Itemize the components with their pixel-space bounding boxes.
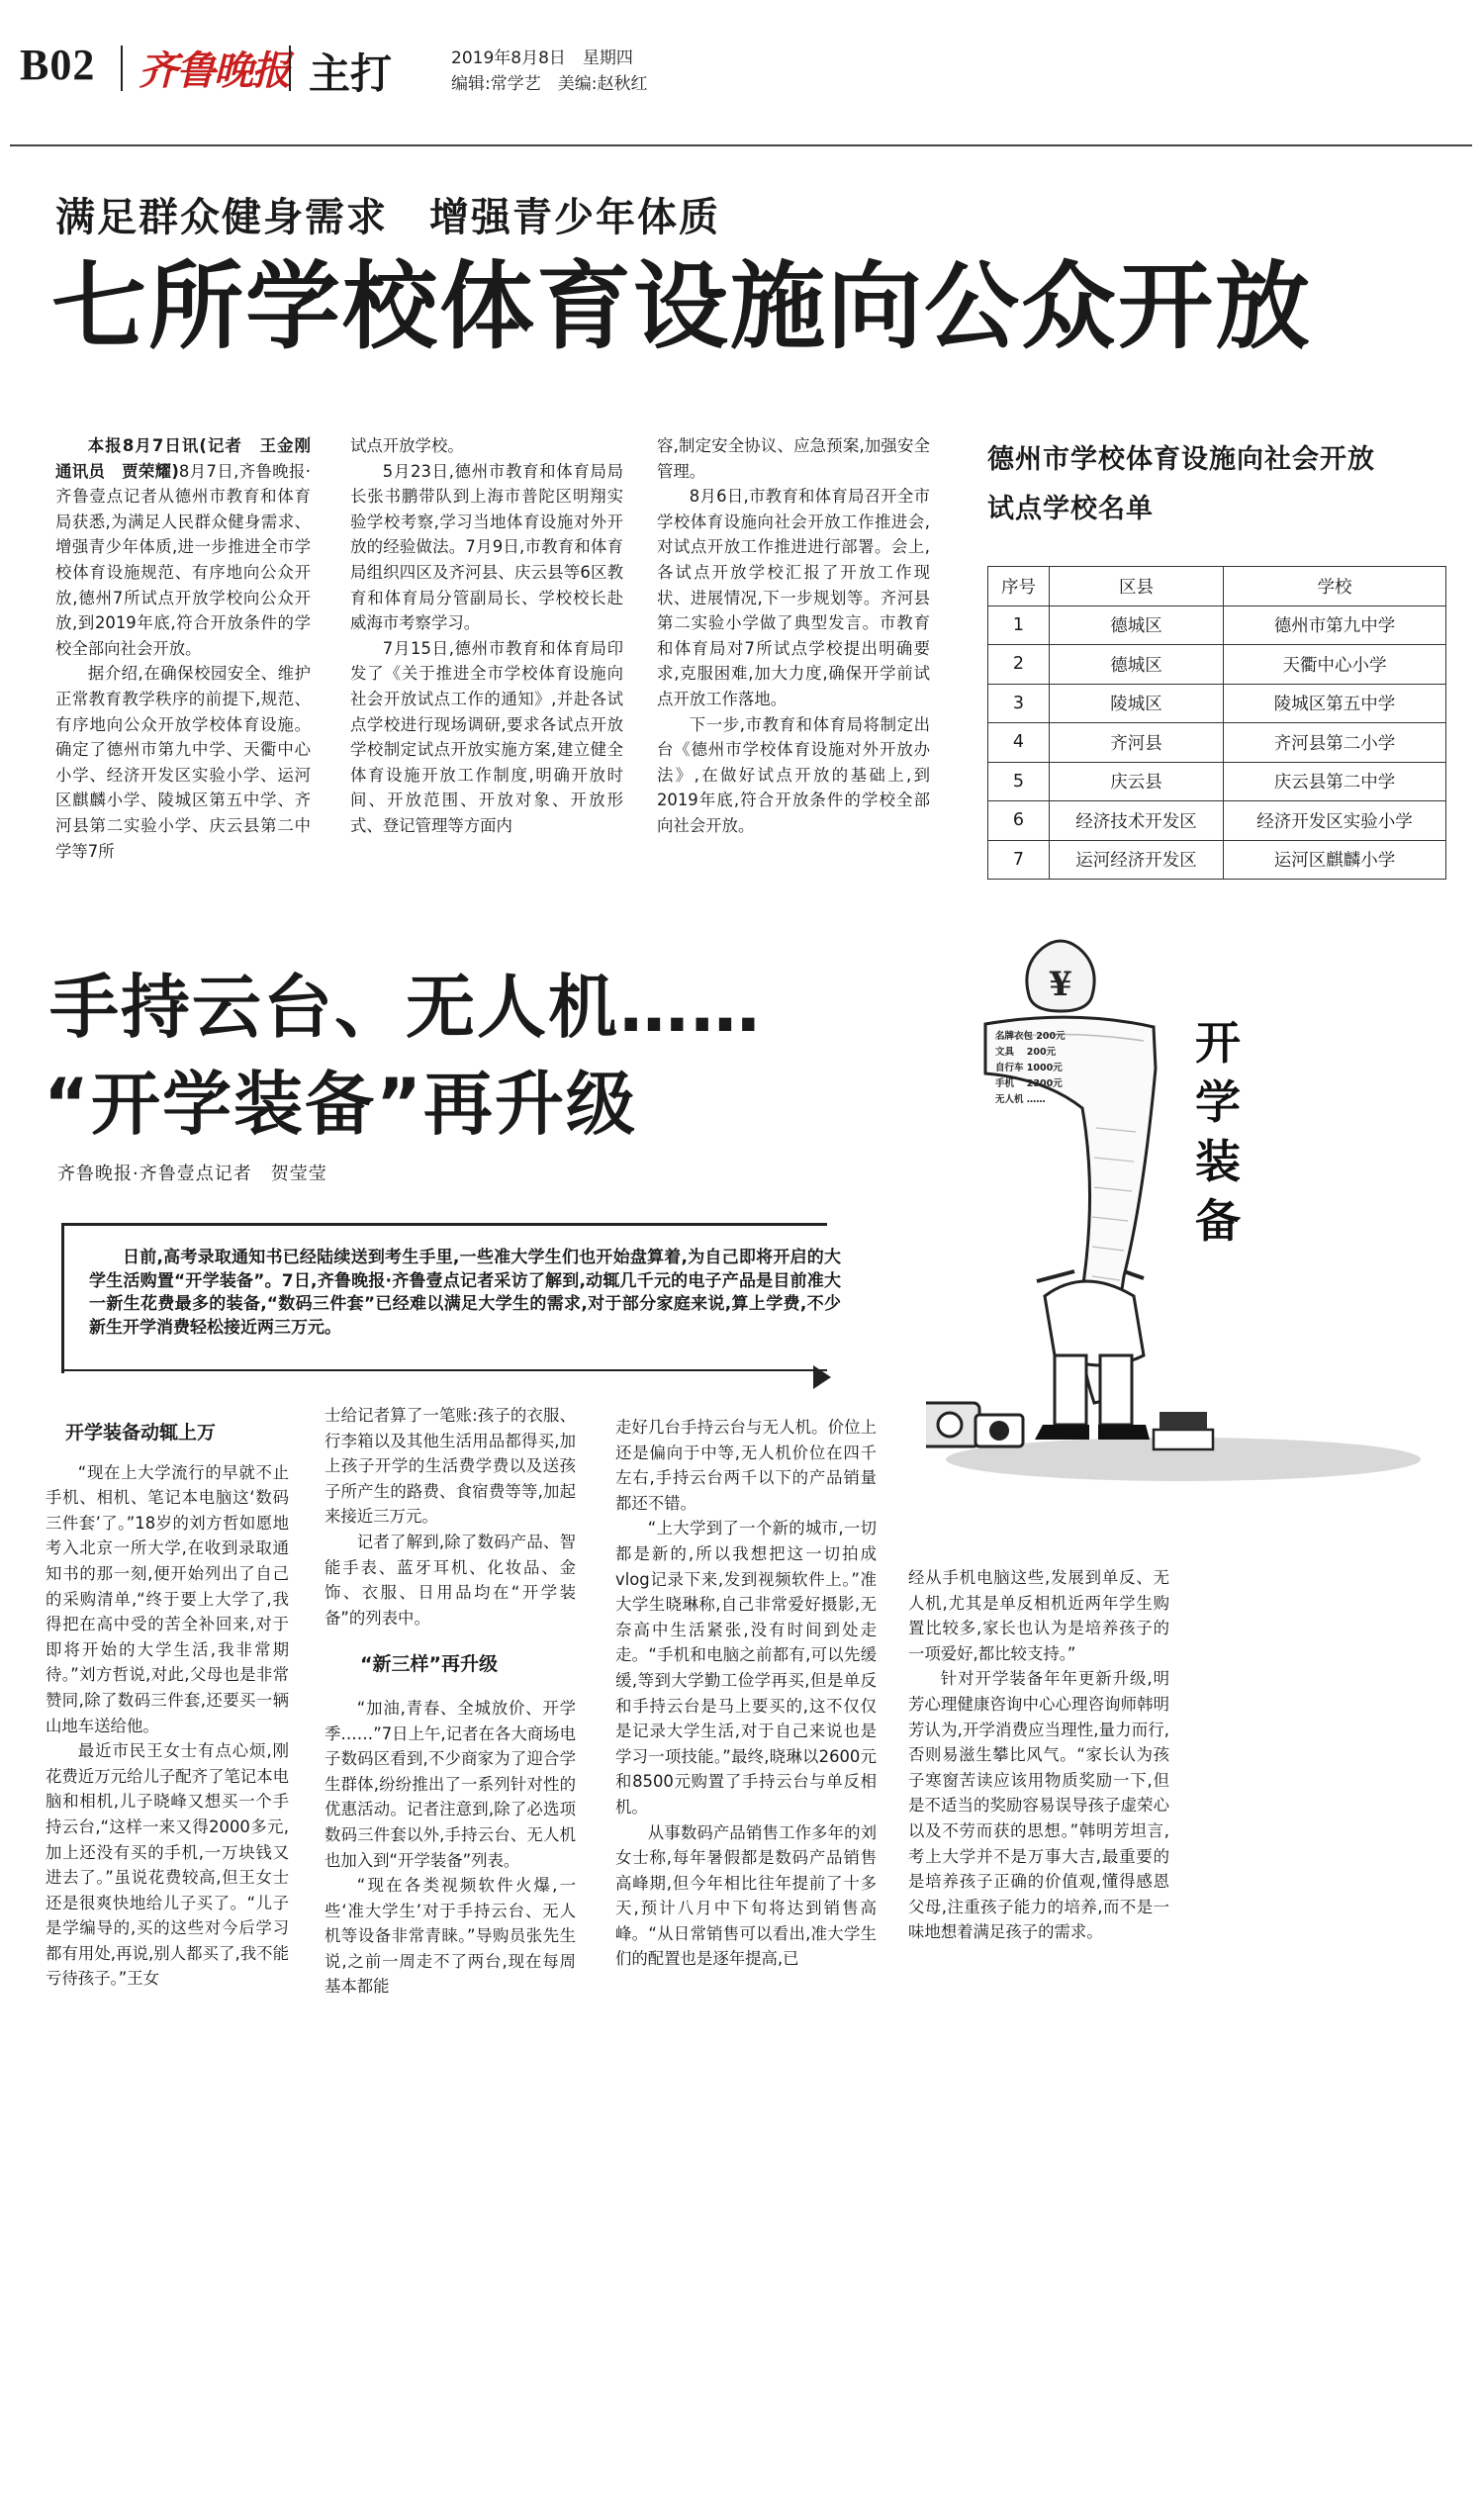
table-cell: 德城区 [1050, 605, 1224, 645]
intro-box-rule [61, 1369, 827, 1371]
story2-paragraph: “上大学到了一个新的城市,一切都是新的,所以我想把这一切拍成vlog记录下来,发到视频软件上。”准大学生晓琳称,自己非常爱好摄影,无奈高中生活紧张,没有时间到处走走。“手机和电脑之前都有,可以先缓缓,等到大学勤工俭学再买,但是单反和手持云台是马上要买的,这不仅仅是记录大学生活,对于自己来说也是学习一项技能。”最终,晓琳以2600元和8500元购置了手持云台与单反相机。 [615, 1519, 877, 1816]
receipt-line: 手机 2300元 [995, 1078, 1063, 1089]
svg-text:学: 学 [1195, 1075, 1241, 1129]
table-cell: 陵城区第五中学 [1224, 684, 1446, 723]
table-header-cell: 学校 [1224, 567, 1446, 606]
table-cell: 德州市第九中学 [1224, 605, 1446, 645]
story2-column-4 [908, 1565, 1169, 1945]
table-row [988, 801, 1446, 841]
story2-paragraph: 针对开学装备年年更新升级,明芳心理健康咨询中心心理咨询师韩明芳认为,开学消费应当理性,量力而行,否则易滋生攀比风气。“家长认为孩子寒窗苦读应该用物质奖励一下,但是不适当的奖励容易误导孩子虚荣心以及不劳而获的思想。”韩明芳坦言,考上大学并不是万事大吉,最重要的是培养孩子正确的价值观,懂得感恩父母,注重孩子能力的培养,而不是一味地想着满足孩子的需求。 [908, 1669, 1169, 1942]
story2-headline-line-2: “开学装备”再升级 [44, 1064, 638, 1145]
story2-byline: 齐鲁晚报·齐鲁壹点记者 贺莹莹 [57, 1164, 327, 1184]
story2-paragraph: 士给记者算了一笔账:孩子的衣服、行李箱以及其他生活用品都得买,加上孩子开学的生活费学费以及送孩子所产生的路费、食宿费等等,加起来接近三万元。 [325, 1406, 576, 1527]
table-row [988, 605, 1446, 645]
story1-paragraph: 7月15日,德州市教育和体育局印发了《关于推进全市学校体育设施向社会开放试点工作的通知》,并赴各试点学校进行现场调研,要求各试点开放学校制定试点开放实施方案,建立健全体育设施开放工作制度,明确开放时间、开放范围、开放对象、开放形式、登记管理等方面内 [350, 638, 623, 835]
story2-subhead: 开学装备动辄上万 [65, 1422, 217, 1444]
masthead-divider [289, 46, 291, 91]
table-cell: 经济开发区实验小学 [1224, 801, 1446, 841]
triangle-arrow-icon [813, 1365, 831, 1389]
story1-headline: 七所学校体育设施向公众开放 [51, 251, 1312, 362]
table-cell: 2 [988, 645, 1050, 685]
story2-paragraph: “现在各类视频软件火爆,一些‘准大学生’对于手持云台、无人机等设备非常青睐。”导购员张先生说,之前一周走不了两台,现在每周基本都能 [325, 1876, 576, 1997]
paper-logo: 齐鲁晚报 [139, 47, 289, 94]
story2-paragraph: “现在上大学流行的早就不止手机、相机、笔记本电脑这‘数码三件套’了。”18岁的刘方哲如愿地考入北京一所大学,在收到录取通知书的那一刻,便开始列出了自己的采购清单,“终于要上大学了,我得把在高中受的苦全补回来,对于即将开始的大学生活,我非常期待。”刘方哲说,对此,父母也是非常赞同,除了数码三件套,还要买一辆山地车送给他。 [46, 1462, 289, 1735]
table-cell: 天衢中心小学 [1224, 645, 1446, 685]
table-cell: 1 [988, 605, 1050, 645]
story1-paragraph: 5月23日,德州市教育和体育局局长张书鹏带队到上海市普陀区明翔实验学校考察,学习当地体育设施对外开放的经验做法。7月9日,市教育和体育局组织四区及齐河县、庆云县等6区教育和体育局分管副局长、学校校长赴威海市考察学习。 [350, 461, 623, 633]
story1-column-2 [350, 433, 623, 839]
story1-lead: 本报8月7日讯(记者 王金刚 通讯员 贾荣耀) [55, 436, 327, 481]
story2-headline-line-1: 手持云台、无人机…… [49, 967, 762, 1048]
laptop-icon [1154, 1430, 1213, 1449]
table-cell: 4 [988, 723, 1050, 763]
story1-paragraph: 8月6日,市教育和体育局召开全市学校体育设施向社会开放工作推进会,对试点开放工作推进进行部署。会上,各试点开放学校汇报了开放工作现状、进展情况,下一步规划等。齐河县第二实验小学做了典型发言。市教育和体育局对7所试点学校提出明确要求,克服困难,加大力度,确保开学前试点开放工作落地。 [657, 487, 930, 708]
table-cell: 庆云县第二中学 [1224, 762, 1446, 801]
cartoon-title [1195, 1016, 1241, 1248]
table-header-cell: 序号 [988, 567, 1050, 606]
table-cell: 6 [988, 801, 1050, 841]
table-header-cell: 区县 [1050, 567, 1224, 606]
story2-column-2 [325, 1403, 576, 2000]
story1-paragraph: 8月7日,齐鲁晚报·齐鲁壹点记者从德州市教育和体育局获悉,为满足人民群众健身需求、增强青少年体质,进一步推进全市学校体育设施规范、有序地向公众开放,德州7所试点开放学校向公众开放,到2019年底,符合开放条件的学校全部向社会开放。 [55, 461, 311, 658]
story1-column-3 [657, 433, 930, 839]
table-row [988, 723, 1446, 763]
story2-paragraph: 走好几台手持云台与无人机。价位上还是偏向于中等,无人机价位在四千左右,手持云台两千以下的产品销量都还不错。 [615, 1418, 877, 1513]
masthead-divider [121, 46, 123, 91]
story2-subhead: “新三样”再升级 [360, 1653, 498, 1676]
masthead-rule [10, 144, 1472, 146]
table-header-row [988, 567, 1446, 606]
school-list-title-line: 试点学校名单 [987, 494, 1154, 524]
editor-credits: 编辑:常学艺 美编:赵秋红 [451, 74, 648, 94]
story1-paragraph: 容,制定安全协议、应急预案,加强安全管理。 [657, 436, 930, 481]
receipt-line: 名牌衣包 200元 [995, 1031, 1066, 1042]
story2-column-3 [615, 1415, 877, 1972]
svg-text:装: 装 [1195, 1135, 1241, 1188]
table-row [988, 645, 1446, 685]
story2-paragraph: 经从手机电脑这些,发展到单反、无人机,尤其是单反相机近两年学生购置比较多,家长也认为是培养孩子的一项爱好,都比较支持。” [908, 1568, 1169, 1663]
story1-paragraph: 下一步,市教育和体育局将制定出台《德州市学校体育设施对外开放办法》,在做好试点开放的基础上,到2019年底,符合开放条件的学校全部向社会开放。 [657, 714, 930, 835]
yuan-symbol: ¥ [1049, 965, 1072, 1004]
table-cell: 运河经济开发区 [1050, 840, 1224, 880]
table-cell: 7 [988, 840, 1050, 880]
story2-paragraph: 最近市民王女士有点心烦,刚花费近万元给儿子配齐了笔记本电脑和相机,儿子晓峰又想买一个手持云台,“这样一来又得2000多元,加上还没有买的手机,一万块钱又进去了。”虽说花费较高,但王女士还是很爽快地给儿子买了。“儿子是学编导的,买的这些对今后学习都有用处,再说,别人都买了,我不能亏待孩子。”王女 [46, 1741, 289, 1989]
story1-paragraph: 试点开放学校。 [350, 436, 464, 455]
story2-paragraph: 记者了解到,除了数码产品、智能手表、蓝牙耳机、化妆品、金饰、衣服、日用品均在“开学装备”的列表中。 [325, 1532, 576, 1628]
story1-kicker: 满足群众健身需求 增强青少年体质 [55, 195, 720, 240]
table-row [988, 762, 1446, 801]
svg-text:备: 备 [1195, 1194, 1241, 1248]
table-cell: 经济技术开发区 [1050, 801, 1224, 841]
issue-date: 2019年8月8日 星期四 [451, 48, 633, 68]
story2-intro: 日前,高考录取通知书已经陆续送到考生手里,一些准大学生们也开始盘算着,为自己即将开启的大学生活购置“开学装备”。7日,齐鲁晚报·齐鲁壹点记者采访了解到,动辄几千元的电子产品是目前准大一新生花费最多的装备,“数码三件套”已经难以满足大学生的需求,对于部分家庭来说,算上学费,不少新生开学消费轻松接近两三万元。 [89, 1248, 841, 1338]
story2-paragraph: 从事数码产品销售工作多年的刘女士称,每年暑假都是数码产品销售高峰期,但今年相比往年提前了十多天,预计八月中下旬将达到销售高峰。“从日常销售可以看出,准大学生们的配置也是逐年提高,已 [615, 1822, 877, 1969]
story2-paragraph: “加油,青春、全城放价、开学季……”7日上午,记者在各大商场电子数码区看到,不少商家为了迎合学生群体,纷纷推出了一系列针对性的优惠活动。记者注意到,除了必选项数码三件套以外,手持云台、无人机也加入到“开学装备”列表。 [325, 1698, 576, 1870]
table-cell: 齐河县第二小学 [1224, 723, 1446, 763]
receipt-line: 文具 200元 [995, 1047, 1057, 1058]
school-list-title-line: 德州市学校体育设施向社会开放 [987, 444, 1375, 475]
receipt-line: 自行车 1000元 [995, 1063, 1063, 1073]
table-cell: 德城区 [1050, 645, 1224, 685]
table-cell: 陵城区 [1050, 684, 1224, 723]
table-cell: 3 [988, 684, 1050, 723]
section-name: 主打 [309, 49, 393, 98]
back-to-school-cartoon [926, 930, 1480, 1524]
svg-text:开: 开 [1195, 1016, 1241, 1070]
school-list-table [987, 566, 1446, 880]
table-row [988, 684, 1446, 723]
story2-column-1 [46, 1421, 289, 1992]
story1-column-1 [55, 433, 327, 864]
receipt-line: 无人机 …… [995, 1094, 1046, 1105]
story1-paragraph: 据介绍,在确保校园安全、维护正常教育教学秩序的前提下,规范、有序地向公众开放学校体育设施。确定了德州市第九中学、天衢中心小学、经济开发区实验小学、运河区麒麟小学、陵城区第五中学、齐河县第二实验小学、庆云县第二中学等7所 [55, 664, 311, 861]
table-cell: 庆云县 [1050, 762, 1224, 801]
table-cell: 5 [988, 762, 1050, 801]
table-cell: 运河区麒麟小学 [1224, 840, 1446, 880]
school-list-title [987, 435, 1452, 534]
table-row [988, 840, 1446, 880]
table-cell: 齐河县 [1050, 723, 1224, 763]
page-number: B02 [20, 41, 96, 89]
